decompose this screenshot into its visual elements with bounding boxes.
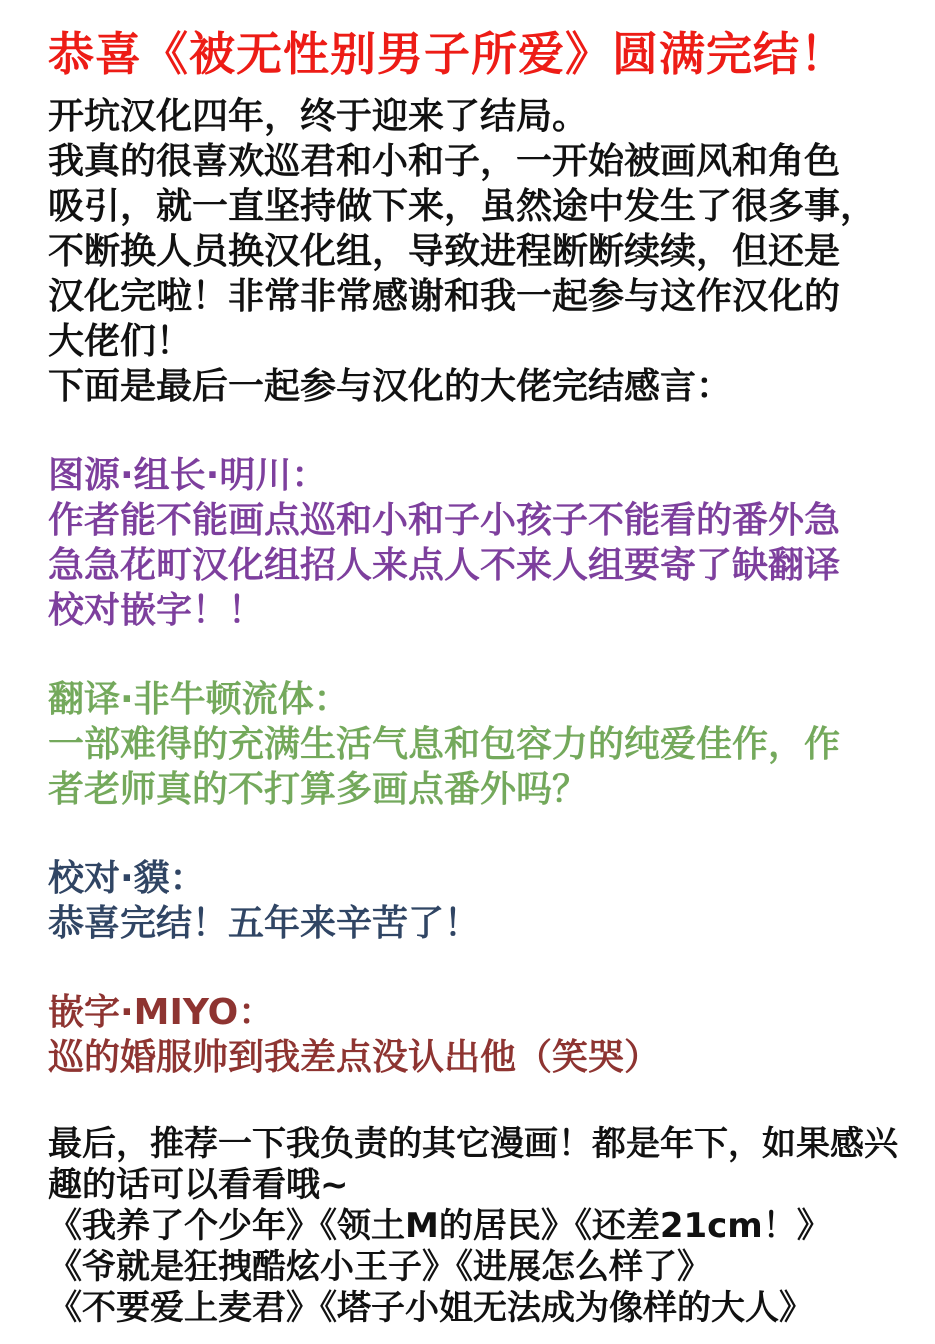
section-line: 巡的婚服帅到我差点没认出他（笑哭） (48, 1037, 661, 1078)
section-typesetter-comment (48, 990, 895, 1080)
outro-line: 《不要爱上麦君》《塔子小姐无法成为像样的大人》 (48, 1288, 813, 1328)
section-header-typesetter: 嵌字·MIYO： (48, 992, 275, 1033)
section-header-translator: 翻译·非牛顿流体： (48, 679, 350, 720)
intro-paragraph (48, 94, 895, 409)
outro-line: 《我养了个少年》《领土M的居民》《还差21cm！》 (48, 1206, 831, 1246)
section-line: 一部难得的充满生活气息和包容力的纯爱佳作，作 (48, 724, 841, 765)
section-line: 恭喜完结！五年来辛苦了！ (48, 903, 481, 944)
intro-line: 我真的很喜欢巡君和小和子，一开始被画风和角色 (48, 141, 841, 182)
intro-line: 吸引，就一直坚持做下来，虽然途中发生了很多事， (48, 186, 877, 227)
intro-line: 汉化完啦！非常非常感谢和我一起参与这作汉化的 (48, 276, 841, 317)
outro-line: 《爷就是狂拽酷炫小王子》《进展怎么样了》 (48, 1247, 711, 1287)
section-translator-comment (48, 677, 895, 812)
section-line: 急急花町汉化组招人来点人不来人组要寄了缺翻译 (48, 545, 841, 586)
section-scanner-comment (48, 453, 895, 633)
intro-line: 不断换人员换汉化组，导致进程断断续续，但还是 (48, 231, 841, 272)
section-proofreader-comment (48, 856, 895, 946)
section-line: 校对嵌字！！ (48, 590, 265, 631)
section-header-proofreader: 校对·貘： (48, 858, 206, 899)
intro-line: 大佬们！ (48, 321, 193, 362)
intro-line: 下面是最后一起参与汉化的大佬完结感言： (48, 366, 733, 407)
page-title: 恭喜《被无性别男子所爱》圆满完结！ (48, 27, 847, 81)
outro-line: 最后，推荐一下我负责的其它漫画！都是年下，如果感兴 (48, 1124, 898, 1164)
section-header-scanner: 图源·组长·明川： (48, 455, 328, 496)
recommendations-paragraph (48, 1124, 898, 1329)
intro-line: 开坑汉化四年，终于迎来了结局。 (48, 96, 589, 137)
section-line: 者老师真的不打算多画点番外吗？ (48, 769, 589, 810)
section-line: 作者能不能画点巡和小和子小孩子不能看的番外急 (48, 500, 841, 541)
outro-line: 趣的话可以看看哦~ (48, 1165, 349, 1205)
